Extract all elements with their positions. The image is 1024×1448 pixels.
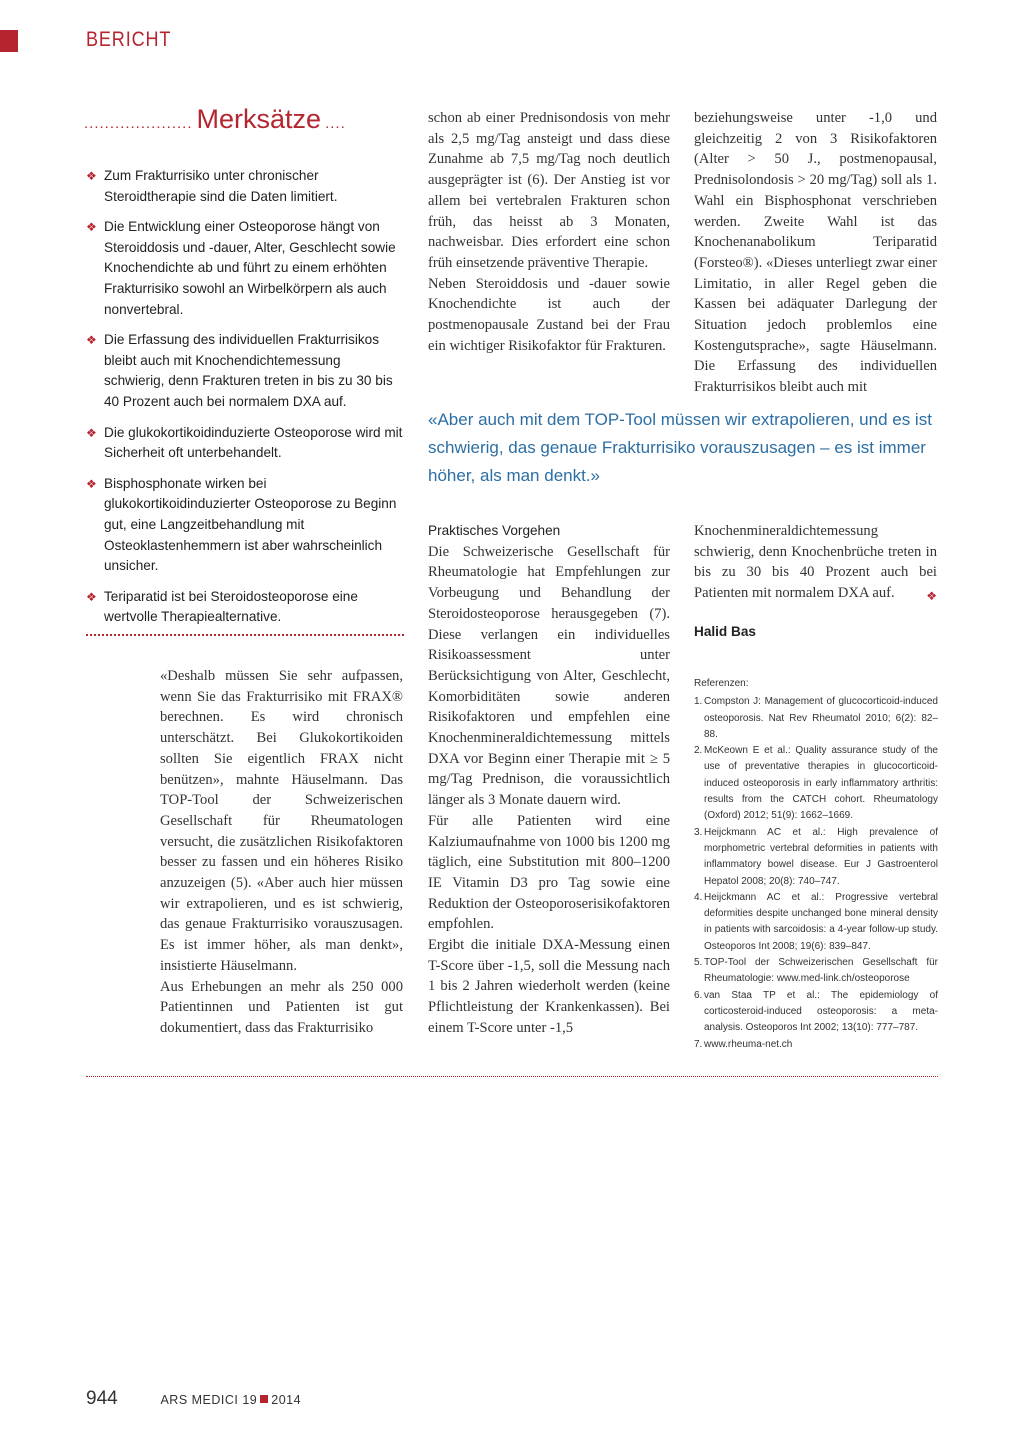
body-paragraph: Ergibt die initiale DXA-Messung einen T-Score über -1,5, soll die Messung nach 1 bis 2 Jahren wiederholt werden (keine Pflichtleistung der Krankenkassen). Bei einem T-Score unter -1,5 bbox=[428, 937, 670, 1036]
reference-item: 7. www.rheuma-net.ch bbox=[694, 1038, 793, 1050]
bullet-icon: ❖ bbox=[86, 169, 97, 183]
body-paragraph: Für alle Patienten wird eine Kalziumaufnahme von 1000 bis 1200 mg täglich, eine Substitution mit 800–1200 IE Vitamin D3 pro Tag sowie eine Reduktion der Osteoporoserisikofaktoren empfohlen. bbox=[428, 812, 670, 933]
heading-dots-right: .... bbox=[325, 115, 346, 132]
section-marker bbox=[0, 30, 18, 52]
body-paragraph: Aus Erhebungen an mehr als 250 000 Patientinnen und Patienten ist gut dokumentiert, dass das Frakturrisiko bbox=[160, 978, 403, 1036]
references-list bbox=[694, 694, 938, 1053]
references-heading: Referenzen: bbox=[694, 678, 749, 689]
body-column-3-bottom bbox=[694, 521, 937, 607]
merksatz-item: ❖ Die glukokortikoidinduzierte Osteoporose wird mit Sicherheit oft unterbehandelt. bbox=[86, 424, 403, 461]
body-column-2-bottom bbox=[428, 521, 670, 1039]
body-column-2-top bbox=[428, 108, 670, 356]
references bbox=[694, 676, 938, 1053]
section-subheading: Praktisches Vorgehen bbox=[428, 523, 561, 538]
reference-item: 3. Heijckmann AC et al.: High prevalence of morphometric vertebral deformities in patients with inflammatory bowel disease. Eur J Gastroenterol Hepatol 2008; 20(8): 740–747. bbox=[694, 826, 938, 887]
pull-quote: «Aber auch mit dem TOP-Tool müssen wir extrapolieren, und es ist schwierig, das genaue Frakturrisiko vorauszusagen – es ist immer höher, als man denkt.» bbox=[428, 410, 932, 485]
reference-item: 4. Heijckmann AC et al.: Progressive vertebral deformities despite unchanged bone mineral density in patients with sarcoidosis: a 4-year follow-up study. Osteoporos Int 2008; 19(6): 839–847. bbox=[694, 891, 938, 952]
page-number: 944 bbox=[86, 1388, 118, 1409]
section-label: BERICHT bbox=[86, 28, 172, 51]
author-name: Halid Bas bbox=[694, 624, 756, 639]
reference-item: 1. Compston J: Management of glucocorticoid-induced osteoporosis. Nat Rev Rheumatol 2010; 6(2): 82–88. bbox=[694, 696, 938, 740]
body-column-1 bbox=[160, 666, 403, 1039]
reference-item: 2. McKeown E et al.: Quality assurance study of the use of preventative therapies in glucocorticoid-induced osteoporosis in early inflammatory arthritis: results from the CATCH cohort. Rheumatology (Oxford) 2012; 51(9): 1662–1669. bbox=[694, 745, 938, 822]
end-mark-icon: ❖ bbox=[926, 589, 937, 604]
merksatz-item: ❖ Bisphosphonate wirken bei glukokortikoidinduzierter Osteoporose zu Beginn gut, eine Langzeitbehandlung mit Osteoklastenhemmern ist aber wahrscheinlich unsicher. bbox=[86, 475, 397, 574]
body-paragraph: Knochenmineraldichtemessung schwierig, denn Knochenbrüche treten in bis zu 30 bis 40 Prozent auch bei Patienten mit normalem DXA auf. ❖ bbox=[694, 521, 937, 604]
bullet-icon: ❖ bbox=[86, 333, 97, 348]
body-paragraph: beziehungsweise unter -1,0 und gleichzeitig 2 von 3 Risikofaktoren (Alter > 50 J., postmenopausal, Prednisolondosis > 20 mg/Tag) soll als 1. Wahl ein Bisphosphonat verschrieben werden. Zweite Wahl ist das Knochenanabolikum Teriparatid (Forsteo®). «Dieses unterliegt zwar einer Limitatio, in aller Regel geben die Kassen bei adäquater Darlegung der Situation jedoch problemlos eine Kostengutsprache», sagte Häuselmann. Die Erfassung des individuellen Frakturrisikos bleibt auch mit bbox=[694, 110, 937, 396]
merksaetze-title: Merksätze bbox=[196, 104, 322, 134]
bullet-icon: ❖ bbox=[86, 425, 97, 440]
reference-item: 5. TOP-Tool der Schweizerischen Gesellschaft für Rheumatologie: www.med-link.ch/osteoporose bbox=[694, 957, 938, 985]
journal-year: 2014 bbox=[271, 1393, 302, 1407]
body-paragraph: schon ab einer Prednisondosis von mehr als 2,5 mg/Tag ansteigt und dass diese Zunahme ab 7,5 mg/Tag noch deutlich ausgeprägter ist (6). Der Anstieg ist vor allem bei vertebralen Frakturen schon früh, das heisst ab 3 Monaten, nachweisbar. Dies erfordert eine schon früh einsetzende präventive Therapie. bbox=[428, 110, 670, 271]
bullet-icon: ❖ bbox=[86, 476, 97, 491]
merksaetze-divider bbox=[86, 634, 404, 636]
journal-name: ARS MEDICI 19 bbox=[160, 1393, 258, 1407]
reference-item: 6. van Staa TP et al.: The epidemiology of corticosteroid-induced osteoporosis: a meta-analysis. Osteoporos Int 2002; 13(10): 777–787. bbox=[694, 989, 938, 1034]
bullet-icon: ❖ bbox=[86, 220, 97, 235]
bottom-divider bbox=[86, 1076, 938, 1077]
merksatz-item: ❖ Die Erfassung des individuellen Frakturrisikos bleibt auch mit Knochendichtemessung schwierig, denn Frakturen treten in bis zu 30 bis 40 Prozent auch bei normalem DXA auf. bbox=[86, 332, 393, 409]
bullet-icon: ❖ bbox=[86, 589, 97, 604]
body-column-3-top bbox=[694, 108, 937, 398]
heading-dots-left: ..................... bbox=[84, 115, 193, 132]
merksatz-item: ❖ Die Entwicklung einer Osteoporose hängt von Steroiddosis und -dauer, Alter, Geschlecht sowie Knochendichte ab und führt zu einem erhöhten Frakturrisiko sowohl an Wirbelkörpern als auch nonvertebral. bbox=[86, 219, 396, 317]
merksaetze-heading bbox=[84, 104, 404, 144]
body-paragraph: Neben Steroiddosis und -dauer sowie Knochendichte ist auch der postmenopausale Zustand bei der Frau ein wichtiger Risikofaktor für Frakturen. bbox=[428, 275, 670, 354]
body-paragraph: Die Schweizerische Gesellschaft für Rheumatologie hat Empfehlungen zur Vorbeugung und Behandlung der Steroidosteoporose herausgegeben (7). Diese verlangen ein individuelles Risikoassessment unter Berücksichtigung von Alter, Geschlecht, Komorbiditäten sowie anderen Risikofaktoren und empfehlen eine Knochenmineraldichtemessung mittels DXA vor Beginn einer Therapie mit ≥ 5 mg/Tag Prednison, die voraussichtlich länger als 3 Monate dauern wird. bbox=[428, 543, 670, 809]
merksatz-item: ❖ Zum Frakturrisiko unter chronischer Steroidtherapie sind die Daten limitiert. bbox=[86, 168, 338, 204]
page-footer bbox=[86, 1388, 301, 1410]
merksatz-item: ❖ Teriparatid ist bei Steroidosteoporose eine wertvolle Therapiealternative. bbox=[86, 588, 358, 625]
merksaetze-list bbox=[86, 166, 404, 638]
square-icon bbox=[260, 1395, 268, 1403]
body-paragraph: «Deshalb müssen Sie sehr aufpassen, wenn Sie das Frakturrisiko mit FRAX® berechnen. Es wird chronisch unterschätzt. Bei Glukokortikoiden sollten Sie eigentlich FRAX nicht benützen», mahnte Häuselmann. Das TOP-Tool der Schweizerischen Gesellschaft für Rheumatologen versucht, die zusätzlichen Risikofaktoren besser zu fassen und ein höheres Risiko anzuzeigen (5). «Aber auch hier müssen wir extrapolieren, und es ist schwierig, das genaue Frakturrisiko vorauszusagen. Es ist immer höher, als man denkt», insistierte Häuselmann. bbox=[160, 668, 403, 974]
